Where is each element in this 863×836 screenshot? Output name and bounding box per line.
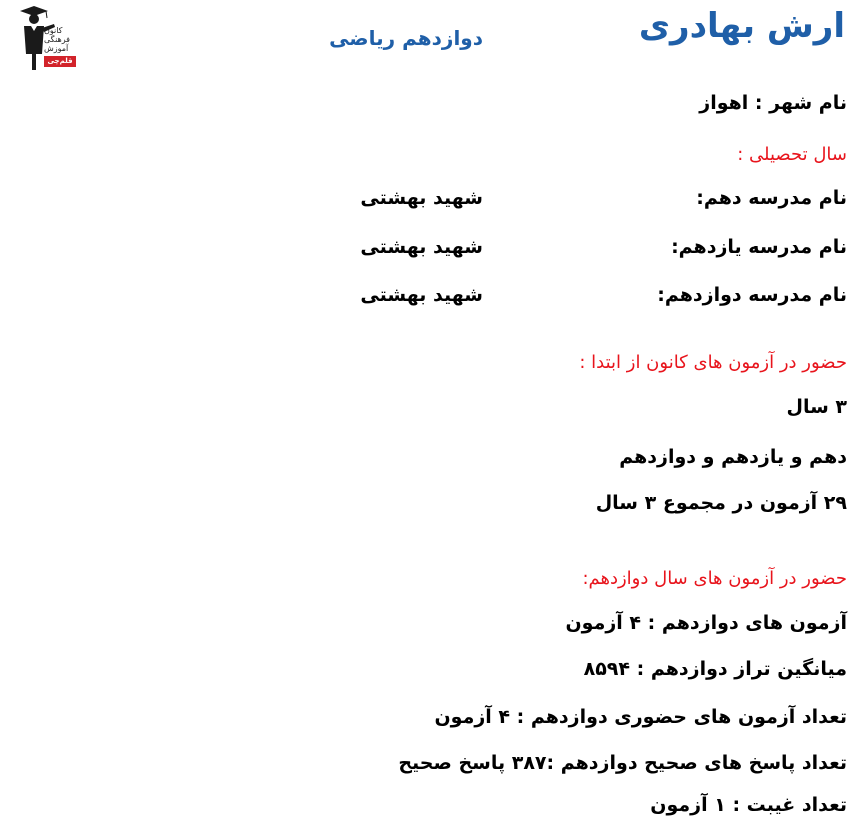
logo-caption-line: آموزش [44, 44, 69, 53]
school-value-10: شهید بهشتی [360, 187, 483, 209]
logo-badge: قلم‌چی [44, 56, 76, 67]
school-label-10: نام مدرسه دهم: [696, 187, 847, 209]
attendance-line: دهم و یازدهم و دوازدهم [619, 446, 847, 468]
grade12-line: تعداد پاسخ های صحیح دوازدهم :۳۸۷ پاسخ صحیح [398, 752, 847, 774]
grade12-heading: حضور در آزمون های سال دوازدهم: [582, 568, 847, 589]
city-line: نام شهر : اهواز [699, 92, 847, 114]
academic-year-label: سال تحصیلی : [737, 144, 847, 165]
logo-caption-line: فرهنگی [44, 35, 70, 44]
attendance-line: ۲۹ آزمون در مجموع ۳ سال [595, 492, 847, 514]
grade12-line: میانگین تراز دوازدهم : ۸۵۹۴ [583, 658, 847, 680]
grade-label: دوازدهم ریاضی [329, 26, 483, 50]
student-name: ارش بهادری [638, 6, 845, 46]
grade12-line: تعداد آزمون های حضوری دوازدهم : ۴ آزمون [434, 706, 847, 728]
kanoon-logo [14, 4, 76, 72]
attendance-heading: حضور در آزمون های کانون از ابتدا : [579, 352, 847, 373]
logo-caption-line: کانون [44, 26, 63, 35]
school-label-12: نام مدرسه دوازدهم: [657, 284, 847, 306]
grade12-line: تعداد غیبت : ۱ آزمون [650, 794, 847, 816]
grade12-line: آزمون های دوازدهم : ۴ آزمون [565, 612, 847, 634]
logo-caption [44, 26, 70, 53]
school-value-12: شهید بهشتی [360, 284, 483, 306]
school-value-11: شهید بهشتی [360, 236, 483, 258]
school-label-11: نام مدرسه یازدهم: [671, 236, 847, 258]
attendance-line: ۳ سال [786, 396, 847, 418]
